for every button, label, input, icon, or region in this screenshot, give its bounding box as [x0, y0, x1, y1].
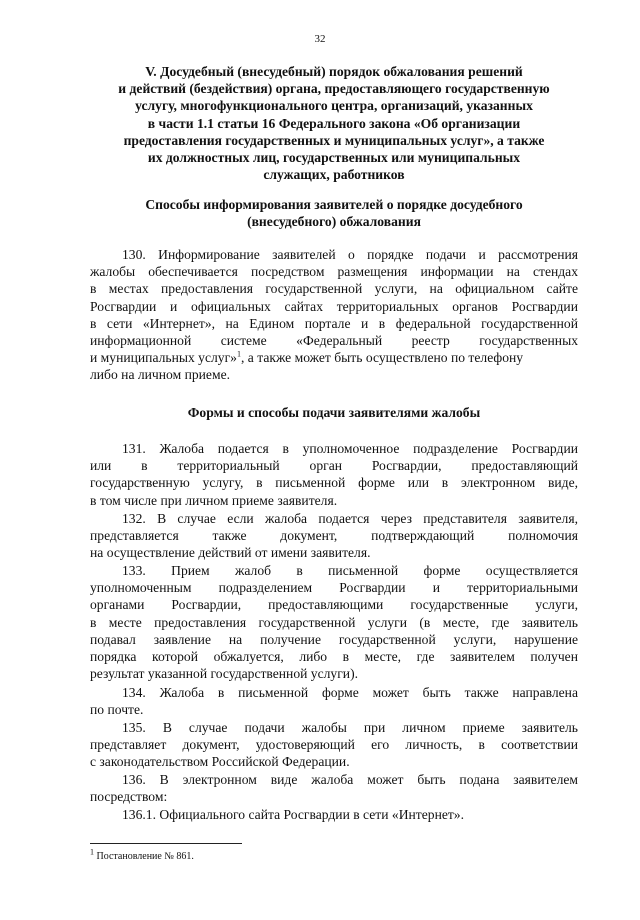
footnote-ref: 1 — [236, 349, 241, 359]
subheading-line: Формы и способы подачи заявителями жалобы — [187, 405, 481, 420]
paragraph-line: посредством: — [90, 789, 168, 805]
paragraph-line: в том числе при личном приеме заявителя. — [90, 492, 338, 508]
subheading-line: Способы информирования заявителей о порядке досудебного — [145, 197, 523, 212]
paragraph-line: в сети «Интернет», на Едином портале и в федеральной государственной — [90, 315, 578, 331]
paragraph-line: в местах предоставления государственной услуги, на официальном сайте — [90, 281, 578, 297]
section-title-line: их должностных лиц, государственных или муниципальных — [147, 150, 521, 166]
section-title-line: предоставления государственных и муниципальных услуг», а также — [123, 132, 545, 148]
paragraph-132 — [90, 510, 578, 562]
paragraph-line: органами Росгвардии, предоставляющими государственные услуги, — [90, 597, 578, 613]
paragraph-line: 132. В случае если жалоба подается через представителя заявителя, — [122, 511, 578, 526]
paragraph-135 — [90, 719, 578, 771]
paragraph-line: жалобы обеспечивается посредством размещения информации на стендах — [90, 264, 578, 280]
paragraph-line: 134. Жалоба в письменной форме может быть также направлена — [122, 685, 578, 700]
paragraph-line: 133. Прием жалоб в письменной форме осуществляется — [122, 563, 578, 578]
paragraph-line: информационной системе «Федеральный реестр государственных — [90, 333, 578, 349]
paragraph-text: , а также может быть осуществлено по телефону — [240, 350, 524, 366]
paragraph-line: с законодательством Российской Федерации. — [90, 754, 350, 770]
paragraph-line: 135. В случае подачи жалобы при личном приеме заявитель — [122, 720, 578, 735]
paragraph-136-1 — [90, 806, 578, 823]
subheading-forms — [90, 404, 578, 421]
footnote-mark: 1 — [90, 847, 94, 857]
paragraph-line: или в территориальный орган Росгвардии, предоставляющий — [90, 458, 578, 474]
paragraph-line — [90, 349, 578, 366]
paragraph-133 — [90, 562, 578, 682]
footnote — [90, 847, 194, 863]
subheading-informing — [90, 196, 578, 230]
paragraph-line: государственную услугу, в письменной форме или в электронном виде, — [90, 475, 578, 491]
section-title-line: услугу, многофункционального центра, организаций, указанных — [135, 98, 533, 114]
paragraph-line: уполномоченным подразделением Росгвардии и территориальными — [90, 580, 578, 596]
subheading-line: (внесудебного) обжалования — [247, 214, 421, 230]
section-title-line: в части 1.1 статьи 16 Федерального закона «Об организации — [147, 115, 521, 131]
paragraph-134 — [90, 684, 578, 718]
paragraph-line: представляет документ, удостоверяющий его личность, в соответствии — [90, 737, 578, 753]
paragraph-line: на осуществление действий от имени заявителя. — [90, 545, 371, 561]
paragraph-130 — [90, 246, 578, 384]
paragraph-line: в месте предоставления государственной услуги (в месте, где заявитель — [90, 614, 578, 630]
section-title-line: V. Досудебный (внесудебный) порядок обжалования решений — [145, 64, 523, 79]
paragraph-136 — [90, 771, 578, 805]
paragraph-131 — [90, 440, 578, 509]
footnote-text: Постановление № 861. — [94, 851, 194, 862]
paragraph-line: порядка которой обжалуется, либо в месте, где заявителем получен — [90, 649, 578, 665]
paragraph-text: и муниципальных услуг» — [90, 350, 237, 366]
paragraph-line: 131. Жалоба подается в уполномоченное подразделение Росгвардии — [122, 441, 578, 456]
paragraph-line: 130. Информирование заявителей о порядке подачи и рассмотрения — [122, 247, 578, 262]
paragraph-line: подавал заявление на получение государственной услуги, нарушение — [90, 631, 578, 647]
paragraph-line: Росгвардии и официальных сайтах территориальных органов Росгвардии — [90, 298, 578, 314]
footnote-divider — [90, 843, 242, 844]
section-title-line: служащих, работников — [263, 167, 405, 183]
paragraph-line: результат указанной государственной услуги). — [90, 666, 358, 682]
page-number: 32 — [314, 33, 326, 45]
paragraph-line: по почте. — [90, 702, 144, 718]
section-title-line: и действий (бездействия) органа, предоставляющего государственную — [118, 81, 550, 97]
paragraph-line: 136. В электронном виде жалоба может быть подана заявителем — [122, 772, 578, 787]
section-title — [75, 63, 593, 183]
paragraph-line: 136.1. Официального сайта Росгвардии в сети «Интернет». — [122, 807, 465, 822]
paragraph-line: представляется также документ, подтверждающий полномочия — [90, 528, 578, 544]
paragraph-line: либо на личном приеме. — [90, 367, 230, 383]
